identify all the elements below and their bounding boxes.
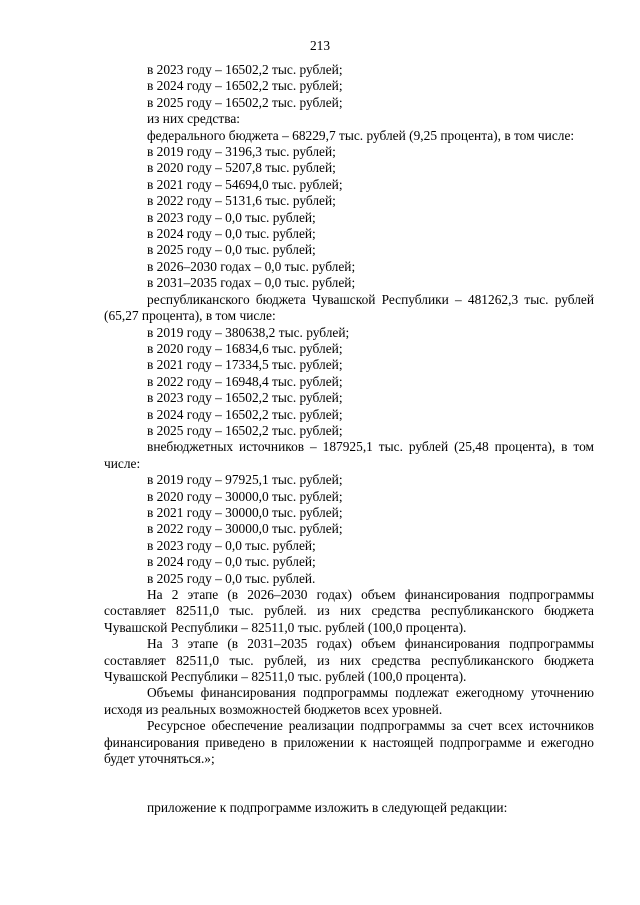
text-line: в 2021 году – 17334,5 тыс. рублей; xyxy=(147,357,343,373)
text-line: в 2023 году – 16502,2 тыс. рублей; xyxy=(147,62,343,77)
text-line: из них средства: xyxy=(147,111,241,127)
text-line: в 2019 году – 3196,3 тыс. рублей; xyxy=(147,144,336,160)
document-body xyxy=(104,62,594,817)
paragraph-stage-3: На 3 этапе (в 2031–2035 годах) объем финансирования подпрограммы составляет 82511,0 тыс. рублей, из них средства республиканского бюджета Чувашской Республики – 82511,0 тыс. рублей (100,0 процента). xyxy=(104,636,594,685)
text-line: в 2031–2035 годах – 0,0 тыс. рублей; xyxy=(147,275,356,291)
text-line: в 2021 году – 54694,0 тыс. рублей; xyxy=(147,176,343,192)
paragraph-appendix: приложение к подпрограмме изложить в следующей редакции: xyxy=(147,800,508,816)
text-line: в 2025 году – 16502,2 тыс. рублей; xyxy=(147,94,343,110)
text-line: в 2021 году – 30000,0 тыс. рублей; xyxy=(147,504,343,520)
text-line: федерального бюджета – 68229,7 тыс. рублей (9,25 процента), в том числе: xyxy=(147,127,575,143)
paragraph-volumes: Объемы финансирования подпрограммы подлежат ежегодному уточнению исходя из реальных возможностей бюджетов всех уровней. xyxy=(104,685,594,717)
text-line: в 2024 году – 0,0 тыс. рублей; xyxy=(147,226,316,242)
paragraph-resources: Ресурсное обеспечение реализации подпрограммы за счет всех источников финансирования приведено в приложении к настоящей подпрограмме и ежегодно будет уточняться.»; xyxy=(104,718,594,767)
text-line: в 2024 году – 16502,2 тыс. рублей; xyxy=(147,78,343,94)
text-line: в 2022 году – 30000,0 тыс. рублей; xyxy=(147,521,343,537)
paragraph-republican-budget: республиканского бюджета Чувашской Республики – 481262,3 тыс. рублей (65,27 процента), в том числе: xyxy=(104,291,594,324)
paragraph-gap xyxy=(104,767,594,800)
text-line: в 2023 году – 16502,2 тыс. рублей; xyxy=(147,390,343,406)
paragraph-extrabudgetary: внебюджетных источников – 187925,1 тыс. рублей (25,48 процента), в том числе: xyxy=(104,439,594,471)
text-line: в 2025 году – 16502,2 тыс. рублей; xyxy=(147,422,343,438)
text-line: в 2026–2030 годах – 0,0 тыс. рублей; xyxy=(147,258,356,274)
text-line: в 2019 году – 97925,1 тыс. рублей; xyxy=(147,472,343,488)
text-line: в 2020 году – 16834,6 тыс. рублей; xyxy=(147,340,343,356)
page-number: 213 xyxy=(309,38,331,53)
text-line: в 2023 году – 0,0 тыс. рублей; xyxy=(147,537,316,553)
funding-list-total xyxy=(104,62,594,292)
text-line: в 2022 году – 16948,4 тыс. рублей; xyxy=(147,373,343,389)
text-line: в 2024 году – 0,0 тыс. рублей; xyxy=(147,554,316,570)
text-line: в 2020 году – 5207,8 тыс. рублей; xyxy=(147,160,336,176)
funding-list-republican xyxy=(104,325,594,440)
text-line: в 2024 году – 16502,2 тыс. рублей; xyxy=(147,406,343,422)
funding-list-extrabudgetary xyxy=(104,472,594,587)
text-line: в 2019 году – 380638,2 тыс. рублей; xyxy=(147,324,350,340)
text-line: в 2023 году – 0,0 тыс. рублей; xyxy=(147,209,316,225)
text-line: в 2022 году – 5131,6 тыс. рублей; xyxy=(147,193,336,209)
paragraph-stage-2: На 2 этапе (в 2026–2030 годах) объем финансирования подпрограммы составляет 82511,0 тыс. рублей. из них средства республиканского бюджета Чувашской Республики – 82511,0 тыс. рублей (100,0 процента). xyxy=(104,587,594,635)
text-line: в 2020 году – 30000,0 тыс. рублей; xyxy=(147,488,343,504)
text-line: в 2025 году – 0,0 тыс. рублей; xyxy=(147,242,316,258)
text-line: в 2025 году – 0,0 тыс. рублей. xyxy=(147,570,316,586)
